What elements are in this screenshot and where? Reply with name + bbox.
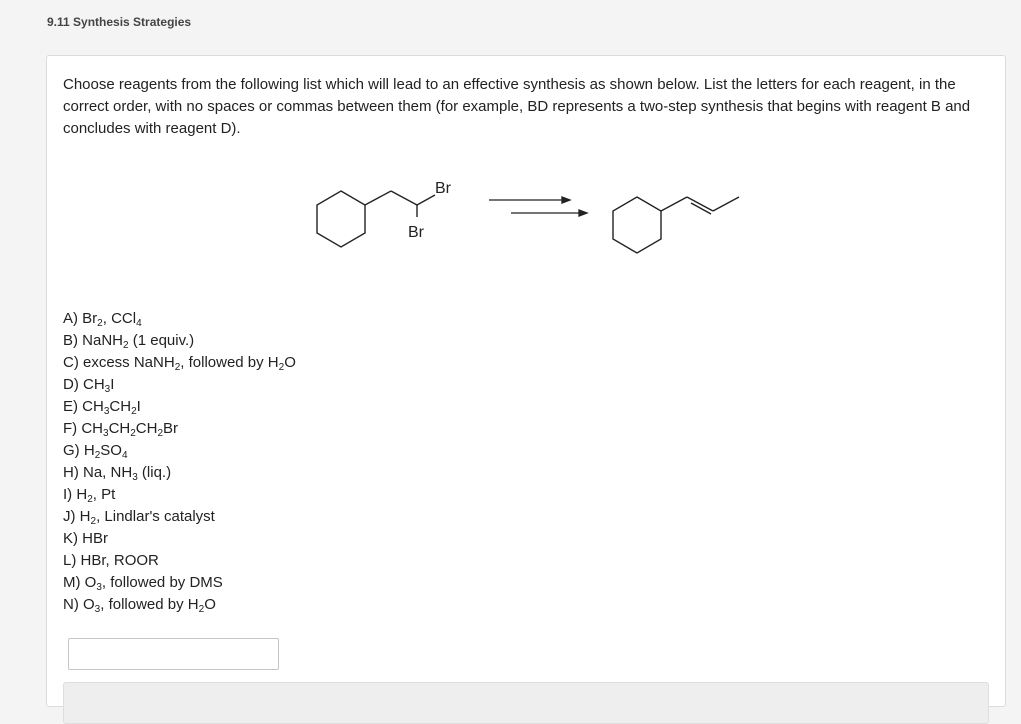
reagent-subscript: 2 — [174, 362, 181, 373]
reagent-item — [63, 506, 296, 528]
reagent-letter: M) — [63, 574, 85, 591]
reagent-letter: C) — [63, 354, 83, 371]
reagent-text: , followed by H — [180, 354, 279, 371]
reagent-item — [63, 374, 296, 396]
reagent-letter: K) — [63, 530, 83, 547]
reagent-letter: H) — [63, 464, 83, 481]
reagent-text: CH — [135, 420, 158, 437]
reagent-text: Br — [163, 420, 179, 437]
reagent-subscript: 2 — [198, 604, 205, 615]
reagent-text: (1 equiv.) — [128, 332, 195, 349]
reagent-text: I — [110, 376, 115, 393]
reagent-subscript: 2 — [87, 494, 93, 505]
reagent-text: O — [84, 574, 97, 591]
bond — [661, 197, 687, 211]
reagent-text: Br — [82, 310, 98, 327]
reagent-subscript: 2 — [123, 340, 129, 351]
reagent-subscript: 3 — [96, 582, 102, 593]
reagent-text: CH — [108, 420, 131, 437]
reagent-text: CH — [109, 398, 132, 415]
reagent-subscript: 2 — [130, 428, 136, 439]
cyclohexane-ring-product — [613, 197, 661, 253]
reagent-item — [63, 594, 296, 616]
reagent-text: CH — [83, 376, 105, 393]
answer-input[interactable] — [68, 638, 279, 670]
feedback-panel — [63, 682, 989, 724]
reagent-text: HBr — [82, 530, 109, 547]
reagent-subscript: 3 — [103, 406, 110, 417]
reagent-item — [63, 308, 296, 330]
reagent-subscript: 2 — [97, 318, 103, 329]
reagent-text: , CCl — [102, 310, 137, 327]
reagent-item — [63, 352, 296, 374]
reagent-item — [63, 528, 296, 550]
reagent-item — [63, 484, 296, 506]
reagent-text: SO — [100, 442, 122, 459]
reagent-list — [63, 308, 296, 616]
reagent-text: H — [83, 442, 95, 459]
page-title: 9.11 Synthesis Strategies — [47, 15, 192, 29]
reagent-letter: I) — [63, 486, 77, 503]
reagent-text: , followed by DMS — [101, 574, 223, 591]
reagent-letter: N) — [63, 596, 83, 613]
bond — [391, 191, 417, 205]
double-bond — [687, 197, 713, 211]
reagent-letter: J) — [63, 508, 80, 525]
reaction-scheme — [307, 171, 747, 261]
reagent-item — [63, 330, 296, 352]
reagent-text: excess NaNH — [83, 354, 175, 371]
reagent-letter: B) — [63, 332, 83, 349]
reagent-letter: F) — [63, 420, 82, 437]
reagent-item — [63, 418, 296, 440]
reagent-letter: E) — [63, 398, 83, 415]
reagent-text: Na, NH — [83, 464, 133, 481]
bromine-label-top: Br — [435, 180, 451, 197]
reagent-letter: D) — [63, 376, 83, 393]
reagent-text: NaNH — [82, 332, 124, 349]
reagent-text: O — [83, 596, 95, 613]
reaction-arrow — [489, 197, 587, 216]
reagent-text: , Pt — [92, 486, 116, 503]
reagent-text: (liq.) — [137, 464, 172, 481]
reagent-subscript: 3 — [132, 472, 138, 483]
reagent-subscript: 2 — [157, 428, 164, 439]
reagent-subscript: 2 — [131, 406, 137, 417]
question-card — [46, 55, 1006, 707]
reagent-text: O — [284, 354, 296, 371]
question-prompt: Choose reagents from the following list which will lead to an effective synthesis as shown below. List the letters for each reagent, in the correct order, with no spaces or commas between them (for example, BD represents a two-step synthesis that begins with reagent B and concludes with reagent D). — [63, 76, 971, 137]
bond — [713, 197, 739, 211]
reagent-subscript: 2 — [94, 450, 101, 461]
cyclohexane-ring-start — [317, 191, 365, 247]
reagent-text: H — [76, 486, 88, 503]
reagent-item — [63, 462, 296, 484]
bromine-label-bottom: Br — [408, 224, 424, 241]
reagent-item — [63, 572, 296, 594]
reagent-text: I — [136, 398, 141, 415]
reagent-item — [63, 440, 296, 462]
reagent-text: , followed by H — [100, 596, 199, 613]
reagent-letter: G) — [63, 442, 84, 459]
bond — [365, 191, 391, 205]
reagent-text: CH — [81, 420, 103, 437]
reagent-letter: A) — [63, 310, 83, 327]
reagent-subscript: 3 — [104, 384, 111, 395]
reagent-subscript: 3 — [103, 428, 109, 439]
reagent-text: H — [79, 508, 91, 525]
reagent-subscript: 4 — [136, 318, 142, 329]
reagent-subscript: 3 — [94, 604, 101, 615]
reagent-letter: L) — [63, 552, 81, 569]
reagent-subscript: 2 — [90, 516, 97, 527]
product — [613, 197, 739, 253]
reagent-item — [63, 550, 296, 572]
reagent-text: HBr, ROOR — [80, 552, 159, 569]
reagent-subscript: 4 — [121, 450, 128, 461]
reagent-text: , Lindlar's catalyst — [96, 508, 215, 525]
reagent-subscript: 2 — [278, 362, 285, 373]
reagent-item — [63, 396, 296, 418]
bond — [417, 195, 435, 205]
reagent-text: O — [204, 596, 216, 613]
reagent-text: CH — [82, 398, 104, 415]
